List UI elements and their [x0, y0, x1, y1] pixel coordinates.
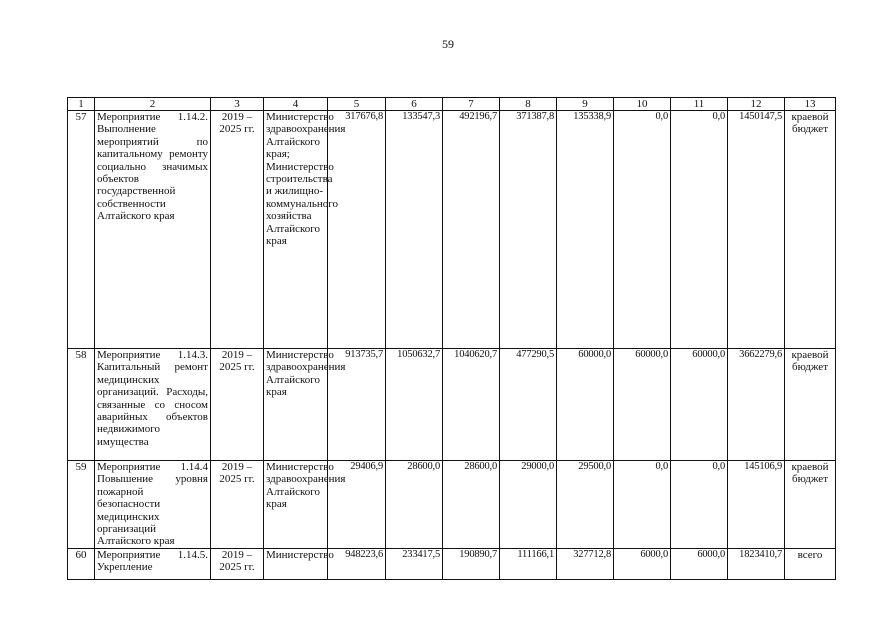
executor-cell: Министерство здравоохранения Алтайского края; Министерство строительства и жилищно-коммунального хозяйства Алтайского края — [264, 111, 328, 349]
value-cell: 371387,8 — [500, 111, 557, 349]
funding-source-cell: краевой бюджет — [785, 111, 836, 349]
funding-source-cell: краевой бюджет — [785, 349, 836, 461]
table-row — [68, 349, 836, 461]
column-header: 6 — [386, 98, 443, 111]
value-cell: 0,0 — [671, 111, 728, 349]
budget-table — [67, 97, 836, 580]
value-cell: 29000,0 — [500, 461, 557, 549]
executor-cell: Министерство — [264, 548, 328, 579]
value-cell: 6000,0 — [614, 548, 671, 579]
header-row — [68, 98, 836, 111]
column-header: 3 — [211, 98, 264, 111]
column-header: 1 — [68, 98, 95, 111]
table-row — [68, 548, 836, 579]
column-header: 4 — [264, 98, 328, 111]
value-cell: 145106,9 — [728, 461, 785, 549]
table-row — [68, 111, 836, 349]
value-cell: 3662279,6 — [728, 349, 785, 461]
value-cell: 948223,6 — [328, 548, 386, 579]
column-header: 10 — [614, 98, 671, 111]
column-header: 8 — [500, 98, 557, 111]
executor-cell: Министерство здравоохранения Алтайского края — [264, 461, 328, 549]
value-cell: 327712,8 — [557, 548, 614, 579]
measure-description: Мероприятие 1.14.2. Выполнение мероприятий по капитальному ремонту социально значимых объектов государственной собственности Алтайского края — [95, 111, 211, 349]
value-cell: 0,0 — [671, 461, 728, 549]
table-row — [68, 461, 836, 549]
column-header: 7 — [443, 98, 500, 111]
executor-cell: Министерство здравоохранения Алтайского края — [264, 349, 328, 461]
period-cell: 2019 – 2025 гг. — [211, 548, 264, 579]
value-cell: 1823410,7 — [728, 548, 785, 579]
row-number: 58 — [68, 349, 95, 461]
value-cell: 29406,9 — [328, 461, 386, 549]
row-number: 60 — [68, 548, 95, 579]
value-cell: 28600,0 — [443, 461, 500, 549]
value-cell: 29500,0 — [557, 461, 614, 549]
column-header: 12 — [728, 98, 785, 111]
value-cell: 317676,8 — [328, 111, 386, 349]
measure-description: Мероприятие 1.14.3. Капитальный ремонт медицинских организаций. Расходы, связанные со сносом аварийных объектов недвижимого имущества — [95, 349, 211, 461]
value-cell: 492196,7 — [443, 111, 500, 349]
value-cell: 477290,5 — [500, 349, 557, 461]
value-cell: 0,0 — [614, 461, 671, 549]
value-cell: 111166,1 — [500, 548, 557, 579]
value-cell: 0,0 — [614, 111, 671, 349]
value-cell: 1040620,7 — [443, 349, 500, 461]
funding-source-cell: всего — [785, 548, 836, 579]
column-header: 11 — [671, 98, 728, 111]
row-number: 57 — [68, 111, 95, 349]
period-cell: 2019 – 2025 гг. — [211, 461, 264, 549]
column-header: 2 — [95, 98, 211, 111]
value-cell: 1450147,5 — [728, 111, 785, 349]
value-cell: 1050632,7 — [386, 349, 443, 461]
value-cell: 60000,0 — [614, 349, 671, 461]
page-number: 59 — [442, 37, 454, 51]
value-cell: 6000,0 — [671, 548, 728, 579]
value-cell: 913735,7 — [328, 349, 386, 461]
value-cell: 133547,3 — [386, 111, 443, 349]
measure-description: Мероприятие 1.14.5. Укрепление — [95, 548, 211, 579]
funding-source-cell: краевой бюджет — [785, 461, 836, 549]
column-header: 13 — [785, 98, 836, 111]
value-cell: 190890,7 — [443, 548, 500, 579]
value-cell: 28600,0 — [386, 461, 443, 549]
value-cell: 60000,0 — [671, 349, 728, 461]
period-cell: 2019 – 2025 гг. — [211, 349, 264, 461]
column-header: 9 — [557, 98, 614, 111]
value-cell: 233417,5 — [386, 548, 443, 579]
row-number: 59 — [68, 461, 95, 549]
period-cell: 2019 – 2025 гг. — [211, 111, 264, 349]
column-header: 5 — [328, 98, 386, 111]
value-cell: 60000,0 — [557, 349, 614, 461]
value-cell: 135338,9 — [557, 111, 614, 349]
measure-description: Мероприятие 1.14.4 Повышение уровня пожарной безопасности медицинских организаций Алтайского края — [95, 461, 211, 549]
